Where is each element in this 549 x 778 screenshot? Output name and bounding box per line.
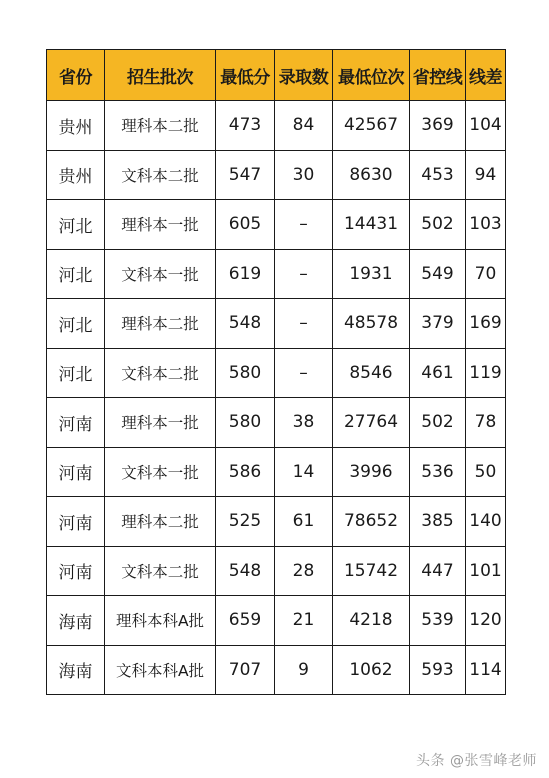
cell-min-score: 619	[216, 249, 275, 299]
cell-line-diff: 169	[466, 299, 506, 349]
cell-line-diff: 104	[466, 101, 506, 151]
cell-min-rank: 3996	[333, 447, 410, 497]
cell-line-diff: 70	[466, 249, 506, 299]
table-row	[47, 398, 506, 448]
header-control-line: 省控线	[410, 50, 466, 101]
cell-line-diff: 120	[466, 596, 506, 646]
cell-control-line: 539	[410, 596, 466, 646]
cell-admitted-count: 14	[275, 447, 333, 497]
cell-admitted-count: 21	[275, 596, 333, 646]
cell-line-diff: 50	[466, 447, 506, 497]
cell-admitted-count: –	[275, 200, 333, 250]
cell-admitted-count: 61	[275, 497, 333, 547]
cell-min-rank: 1931	[333, 249, 410, 299]
cell-province: 贵州	[47, 101, 105, 151]
cell-control-line: 502	[410, 200, 466, 250]
cell-province: 河南	[47, 497, 105, 547]
cell-min-score: 473	[216, 101, 275, 151]
cell-control-line: 447	[410, 546, 466, 596]
cell-batch: 文科本二批	[105, 348, 216, 398]
cell-line-diff: 78	[466, 398, 506, 448]
header-min-rank: 最低位次	[333, 50, 410, 101]
table-row	[47, 249, 506, 299]
table-row	[47, 497, 506, 547]
cell-min-rank: 1062	[333, 645, 410, 695]
cell-min-score: 580	[216, 398, 275, 448]
table-row	[47, 645, 506, 695]
cell-province: 海南	[47, 645, 105, 695]
cell-min-rank: 15742	[333, 546, 410, 596]
cell-min-rank: 8546	[333, 348, 410, 398]
cell-line-diff: 94	[466, 150, 506, 200]
cell-min-rank: 8630	[333, 150, 410, 200]
cell-line-diff: 103	[466, 200, 506, 250]
admission-score-table	[46, 49, 506, 695]
cell-control-line: 379	[410, 299, 466, 349]
cell-min-rank: 27764	[333, 398, 410, 448]
cell-min-score: 580	[216, 348, 275, 398]
cell-admitted-count: 38	[275, 398, 333, 448]
cell-line-diff: 140	[466, 497, 506, 547]
cell-batch: 文科本一批	[105, 447, 216, 497]
cell-province: 河南	[47, 546, 105, 596]
cell-control-line: 385	[410, 497, 466, 547]
cell-province: 河南	[47, 398, 105, 448]
cell-control-line: 502	[410, 398, 466, 448]
cell-min-score: 586	[216, 447, 275, 497]
cell-batch: 理科本一批	[105, 200, 216, 250]
cell-min-rank: 42567	[333, 101, 410, 151]
table-row	[47, 596, 506, 646]
cell-batch: 理科本科A批	[105, 596, 216, 646]
cell-control-line: 536	[410, 447, 466, 497]
cell-admitted-count: 28	[275, 546, 333, 596]
cell-batch: 文科本二批	[105, 546, 216, 596]
cell-province: 河北	[47, 348, 105, 398]
cell-control-line: 461	[410, 348, 466, 398]
cell-batch: 理科本二批	[105, 497, 216, 547]
cell-admitted-count: –	[275, 249, 333, 299]
table-row	[47, 348, 506, 398]
table-row	[47, 447, 506, 497]
cell-control-line: 453	[410, 150, 466, 200]
cell-batch: 文科本科A批	[105, 645, 216, 695]
cell-min-score: 659	[216, 596, 275, 646]
cell-min-score: 548	[216, 546, 275, 596]
table-row	[47, 101, 506, 151]
cell-admitted-count: 84	[275, 101, 333, 151]
table-row	[47, 150, 506, 200]
cell-province: 河北	[47, 249, 105, 299]
cell-line-diff: 119	[466, 348, 506, 398]
cell-min-rank: 4218	[333, 596, 410, 646]
cell-province: 河北	[47, 299, 105, 349]
cell-province: 海南	[47, 596, 105, 646]
cell-admitted-count: –	[275, 299, 333, 349]
table-header-row	[47, 50, 506, 101]
cell-min-score: 548	[216, 299, 275, 349]
cell-batch: 理科本二批	[105, 299, 216, 349]
table-row	[47, 200, 506, 250]
cell-min-score: 605	[216, 200, 275, 250]
header-line-diff: 线差	[466, 50, 506, 101]
cell-min-score: 547	[216, 150, 275, 200]
header-batch: 招生批次	[105, 50, 216, 101]
cell-admitted-count: 9	[275, 645, 333, 695]
cell-min-score: 707	[216, 645, 275, 695]
cell-province: 河南	[47, 447, 105, 497]
header-min-score: 最低分	[216, 50, 275, 101]
cell-batch: 文科本一批	[105, 249, 216, 299]
cell-batch: 理科本一批	[105, 398, 216, 448]
table-row	[47, 546, 506, 596]
cell-min-score: 525	[216, 497, 275, 547]
cell-control-line: 593	[410, 645, 466, 695]
cell-min-rank: 48578	[333, 299, 410, 349]
watermark: 头条 @张雪峰老师	[416, 753, 537, 769]
cell-min-rank: 14431	[333, 200, 410, 250]
header-province: 省份	[47, 50, 105, 101]
cell-admitted-count: –	[275, 348, 333, 398]
cell-batch: 文科本二批	[105, 150, 216, 200]
cell-province: 河北	[47, 200, 105, 250]
cell-admitted-count: 30	[275, 150, 333, 200]
cell-line-diff: 101	[466, 546, 506, 596]
cell-min-rank: 78652	[333, 497, 410, 547]
cell-line-diff: 114	[466, 645, 506, 695]
cell-batch: 理科本二批	[105, 101, 216, 151]
cell-province: 贵州	[47, 150, 105, 200]
cell-control-line: 369	[410, 101, 466, 151]
table-row	[47, 299, 506, 349]
header-admitted-count: 录取数	[275, 50, 333, 101]
cell-control-line: 549	[410, 249, 466, 299]
table-body	[47, 101, 506, 695]
